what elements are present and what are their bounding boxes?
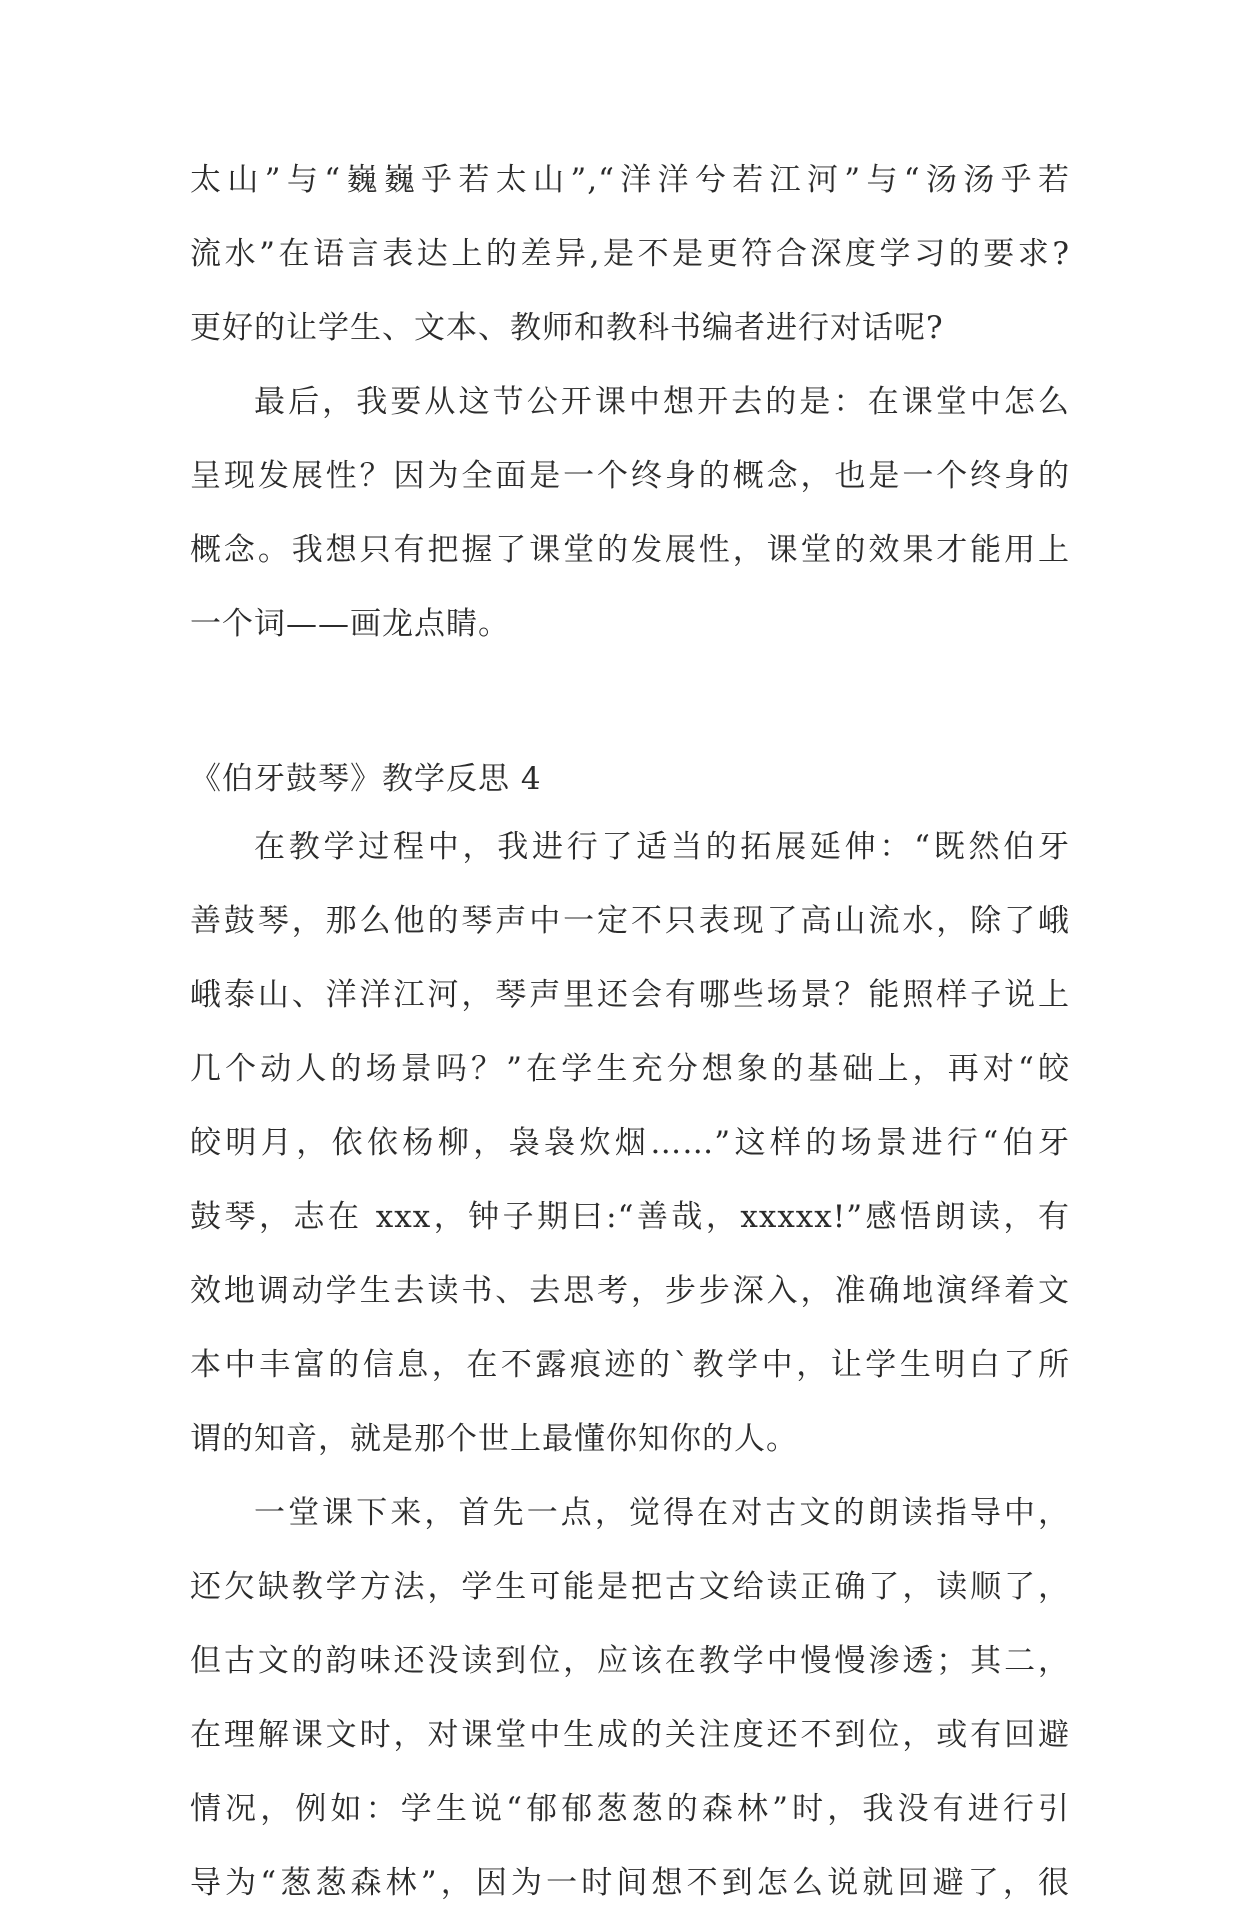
text-line: 谓的知音，就是那个世上最懂你知你的人。 (190, 1421, 798, 1457)
text-line: 最后，我要从这节公开课中想开去的是：在课堂中怎么 (254, 384, 1070, 420)
text-line: 鼓琴，志在 xxx，钟子期曰:“善哉，xxxxx!”感悟朗读，有 (190, 1199, 1070, 1235)
text-line: 呈现发展性？因为全面是一个终身的概念，也是一个终身的 (190, 458, 1070, 494)
section-heading: 《伯牙鼓琴》教学反思 4 (190, 761, 542, 797)
paragraph-continuation (190, 143, 1070, 365)
text-line: 情况，例如：学生说“郁郁葱葱的森林”时，我没有进行引 (190, 1791, 1070, 1827)
text-line: 流水”在语言表达上的差异,是不是更符合深度学习的要求? (190, 236, 1070, 272)
text-line: 几个动人的场景吗？”在学生充分想象的基础上，再对“皎 (190, 1051, 1070, 1087)
text-line: 一个词——画龙点睛。 (190, 606, 510, 642)
text-line: 一堂课下来，首先一点，觉得在对古文的朗读指导中， (254, 1495, 1070, 1531)
paragraph-conclusion (190, 365, 1070, 661)
text-line: 效地调动学生去读书、去思考，步步深入，准确地演绎着文 (190, 1273, 1070, 1309)
text-line: 善鼓琴，那么他的琴声中一定不只表现了高山流水，除了峨 (190, 903, 1070, 939)
section-spacer (190, 661, 1070, 748)
text-line: 还欠缺教学方法，学生可能是把古文给读正确了，读顺了， (190, 1569, 1070, 1605)
document-body (190, 143, 1070, 1920)
text-line: 导为“葱葱森林”，因为一时间想不到怎么说就回避了，很 (190, 1865, 1070, 1901)
text-line: 但古文的韵味还没读到位，应该在教学中慢慢渗透；其二， (190, 1643, 1070, 1679)
text-line: 皎明月，依依杨柳，袅袅炊烟……”这样的场景进行“伯牙 (190, 1125, 1070, 1161)
paragraph-extension (190, 810, 1070, 1476)
text-line: 概念。我想只有把握了课堂的发展性，课堂的效果才能用上 (190, 532, 1070, 568)
paragraph-reflection (190, 1476, 1070, 1920)
text-line: 在理解课文时，对课堂中生成的关注度还不到位，或有回避 (190, 1717, 1070, 1753)
text-line: 更好的让学生、文本、教师和教科书编者进行对话呢? (190, 310, 944, 346)
text-line: 本中丰富的信息，在不露痕迹的`教学中，让学生明白了所 (190, 1347, 1070, 1383)
text-line: 太山”与“巍巍乎若太山”,“洋洋兮若江河”与“汤汤乎若 (190, 162, 1070, 198)
text-line: 峨泰山、洋洋江河，琴声里还会有哪些场景？能照样子说上 (190, 977, 1070, 1013)
text-line: 在教学过程中，我进行了适当的拓展延伸：“既然伯牙 (254, 829, 1070, 865)
